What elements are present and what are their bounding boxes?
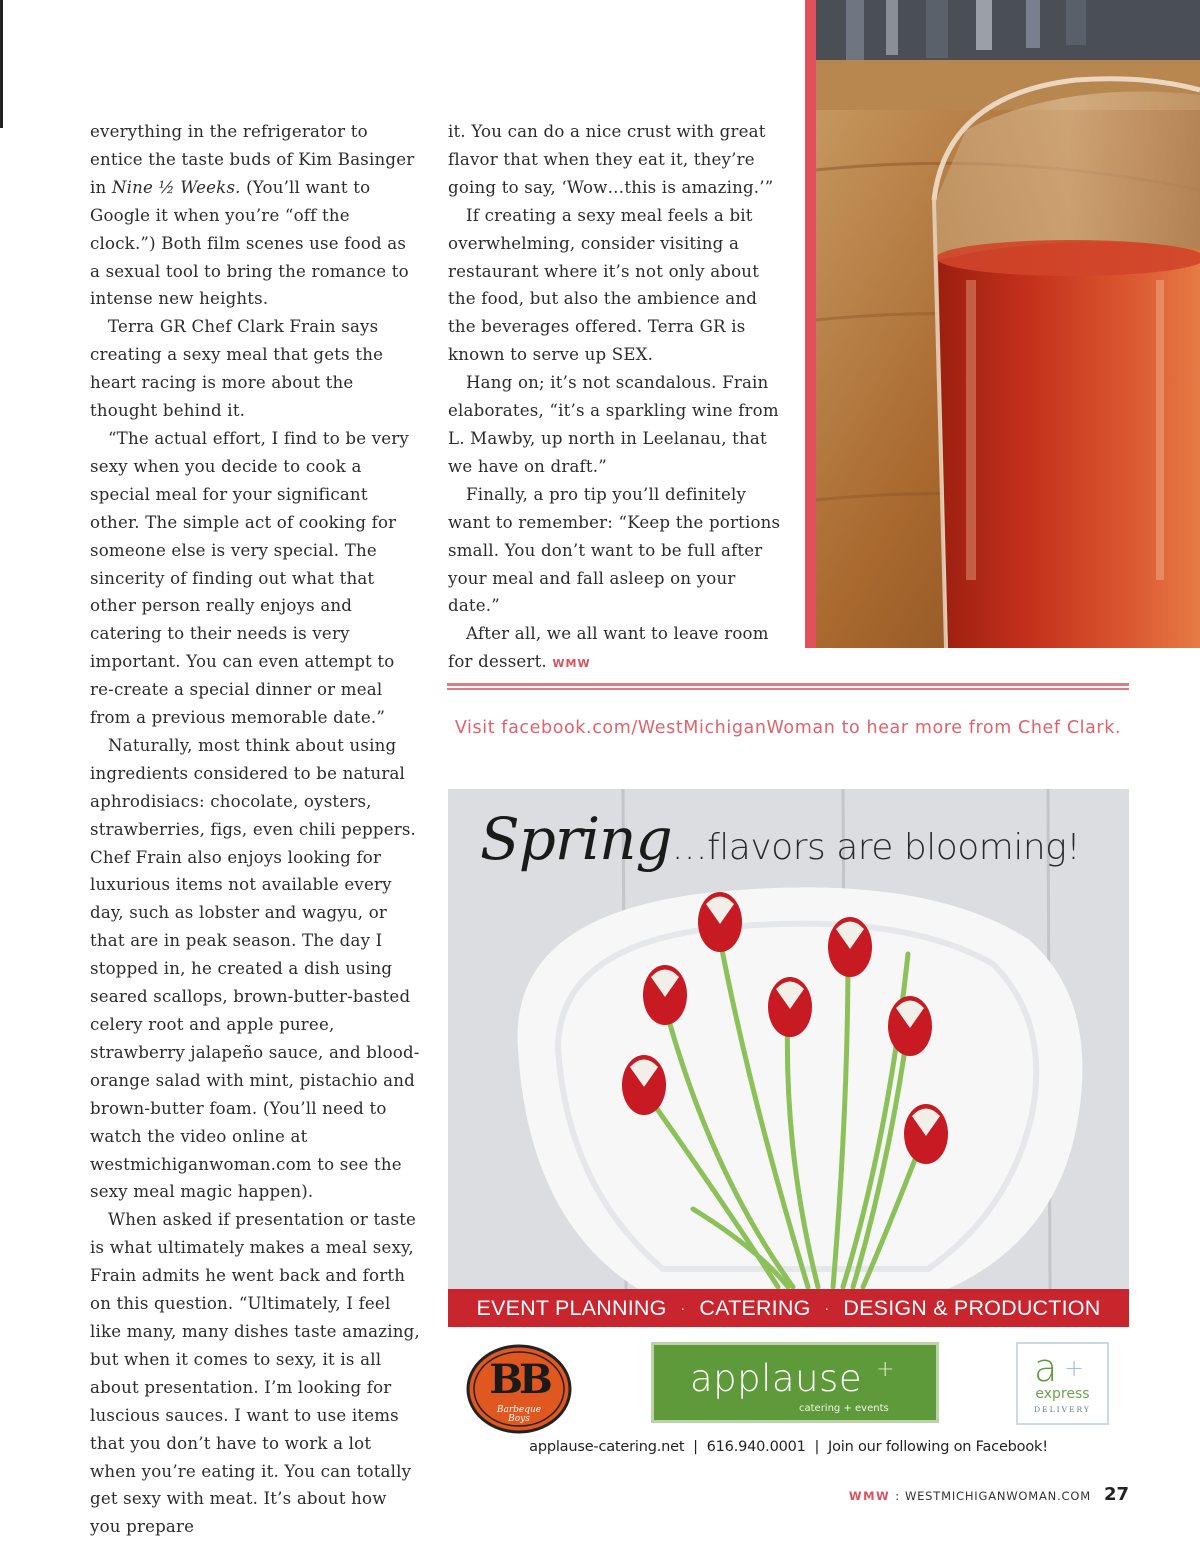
applause-wordmark: applause: [690, 1357, 863, 1400]
plus-icon: +: [1064, 1354, 1085, 1382]
paragraph: Finally, a pro tip you’ll definitely want to remember: “Keep the portions small. You don’t want to be full after your meal and fall asleep on your date.”: [448, 484, 781, 616]
drink-glass-photo: [816, 0, 1200, 648]
delivery-word: DELIVERY: [1034, 1405, 1091, 1414]
facebook-callout: Visit facebook.com/WestMichiganWoman to hear more from Chef Clark.: [454, 718, 1122, 738]
advertisement: [448, 789, 1129, 1327]
article-column-2: [448, 118, 783, 678]
a-plus-express-logo: [1016, 1342, 1109, 1425]
express-a-mark: a: [1034, 1346, 1058, 1390]
paragraph: Hang on; it’s not scandalous. Frain elaborates, “it’s a sparkling wine from L. Mawby, up north in Leelanau, that we have on draft.”: [448, 373, 779, 476]
divider-rule: [447, 688, 1129, 690]
barbeque-boys-logo: [466, 1344, 572, 1434]
end-signoff: WMW: [552, 657, 591, 671]
service-event-planning: EVENT PLANNING: [476, 1295, 667, 1320]
ad-headline: [480, 805, 1120, 873]
plus-icon: +: [876, 1357, 895, 1382]
applause-logo: [651, 1342, 939, 1423]
page-number: 27: [1103, 1484, 1129, 1505]
ad-headline-script: Spring: [480, 805, 672, 873]
folio-brand: WMW: [848, 1489, 891, 1503]
separator-dot: ·: [680, 1300, 686, 1316]
express-word: express: [1035, 1386, 1090, 1402]
service-design-production: DESIGN & PRODUCTION: [843, 1295, 1101, 1320]
ad-services-band: [448, 1289, 1129, 1327]
drink-glass-illustration: [816, 0, 1200, 648]
bb-mark: BB: [489, 1356, 549, 1403]
bb-text: Barbeque Boys: [496, 1405, 542, 1424]
article-column-1: [90, 118, 420, 1541]
ad-contact-line: applause-catering.net | 616.940.0001 | Join our following on Facebook!: [529, 1439, 1048, 1455]
paragraph: If creating a sexy meal feels a bit overwhelming, consider visiting a restaurant where it’s not only about the food, but also the ambience and the beverages offered. Terra GR is known to serve up SEX.: [448, 205, 760, 365]
folio-separator: :: [895, 1489, 900, 1503]
film-title: Nine ½ Weeks.: [111, 177, 241, 197]
paragraph: “The actual effort, I find to be very sexy when you decide to cook a special meal for your significant other. The simple act of cooking for someone else is very special. The sincerity of finding out what that other person really enjoys and catering to their needs is very important. You can even attempt to re-create a special dinner or meal from a previous memorable date.”: [90, 428, 410, 728]
paragraph: Naturally, most think about using ingredients considered to be natural aphrodisiacs: chocolate, oysters, strawberries, figs, even chili peppers. Chef Frain also enjoys looking for luxurious items not available every day, such as lobster and wagyu, or that are in peak season. The day I stopped in, he created a dish using seared scallops, brown-butter-basted celery root and apple puree, strawberry jalapeño sauce, and blood-orange salad with mint, pistachio and brown-butter foam. (You’ll need to watch the video online at westmichiganwoman.com to see the sexy meal magic happen).: [90, 735, 420, 1202]
service-catering: CATERING: [699, 1295, 811, 1320]
paragraph: When asked if presentation or taste is what ultimately makes a meal sexy, Frain admits he went back and forth on this question. “Ultimately, I feel like many, many dishes taste amazing, but when it comes to sexy, it is all about presentation. I’m looking for luscious sauces. I want to use items that you don’t have to work a lot when you’re eating it. You can totally get sexy with meat. It’s about how you prepare: [90, 1210, 420, 1537]
paragraph: After all, we all want to leave room for dessert. WMW: [448, 624, 769, 672]
ad-headline-rest: …flavors are blooming!: [671, 827, 1081, 868]
divider-rule: [447, 683, 1129, 686]
page-folio: [849, 1484, 1129, 1505]
separator-dot: ·: [824, 1300, 830, 1316]
folio-site: WESTMICHIGANWOMAN.COM: [904, 1489, 1091, 1503]
paragraph: it. You can do a nice crust with great flavor that when they eat it, they’re going to say, ‘Wow…this is amazing.’”: [448, 122, 774, 197]
left-edge-rule: [0, 0, 3, 128]
applause-tagline: catering + events: [799, 1403, 889, 1414]
paragraph: everything in the refrigerator to entice the taste buds of Kim Basinger in Nine ½ Weeks. (You’ll want to Google it when you’re “off the clock.”) Both film scenes use food as a sexual tool to bring the romance to intense new heights.: [90, 122, 415, 309]
paragraph: Terra GR Chef Clark Frain says creating a sexy meal that gets the heart racing is more about the thought behind it.: [90, 317, 384, 421]
